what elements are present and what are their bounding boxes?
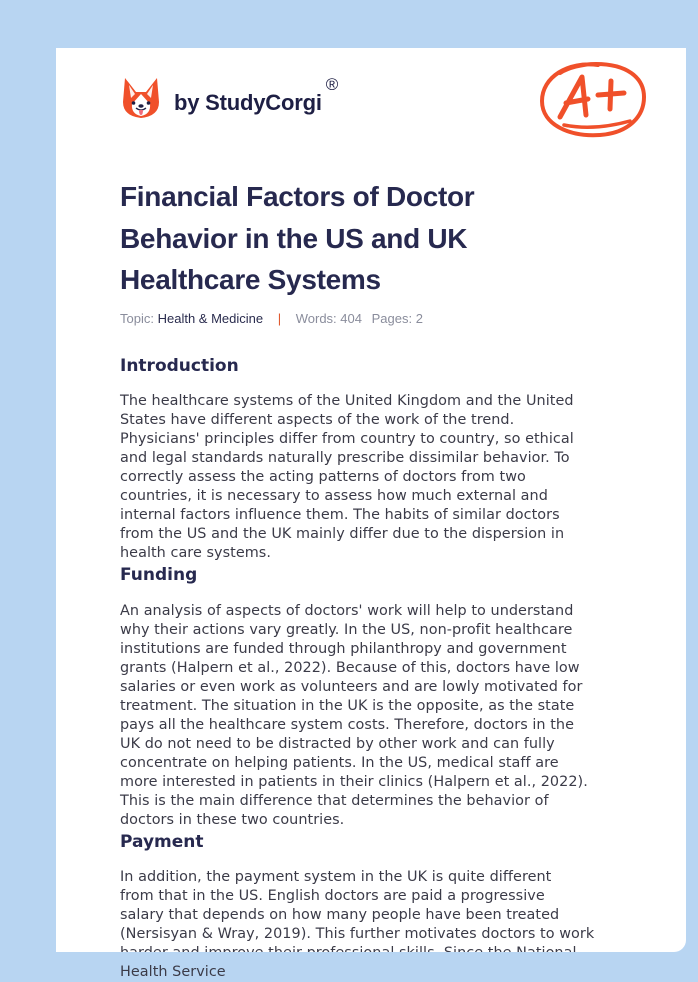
text-line: more interested in patients in their clinics (Halpern et al., 2022).	[120, 774, 588, 790]
text-line: health care systems.	[120, 545, 271, 561]
text-line: from that in the US. English doctors are paid a progressive	[120, 888, 545, 904]
text-line: (Nersisyan & Wray, 2019). This further motivates doctors to work	[120, 926, 595, 942]
brand-name: by StudyCorgi	[174, 90, 322, 115]
text-line: In addition, the payment system in the UK is quite different	[120, 869, 552, 885]
section-introduction	[120, 354, 640, 563]
text-line: why their actions vary greatly. In the US, non-profit healthcare	[120, 622, 573, 638]
document-meta	[120, 311, 423, 326]
text-line: Health Service	[120, 964, 226, 980]
text-line: Physicians' principles differ from country to country, so ethical	[120, 431, 574, 447]
text-line: doctors in these two countries.	[120, 812, 345, 828]
text-line: This is the main difference that determines the behavior of	[120, 793, 549, 809]
section-heading: Payment	[120, 832, 204, 852]
pages-count: 2	[415, 311, 423, 326]
section-paragraph	[120, 868, 640, 982]
text-line: correctly assess the acting patterns of doctors from two	[120, 469, 526, 485]
text-line: countries, it is necessary to assess how much external and	[120, 488, 548, 504]
text-line: internal factors influence them. The habits of similar doctors	[120, 507, 560, 523]
text-line: from the US and the UK mainly differ due to the dispersion in	[120, 526, 565, 542]
text-line: concentrate on helping patients. In the US, medical staff are	[120, 755, 559, 771]
pages-label: Pages:	[371, 311, 413, 326]
section-paragraph	[120, 392, 640, 563]
text-line: The healthcare systems of the United Kingdom and the United	[120, 393, 574, 409]
section-heading: Funding	[120, 565, 198, 585]
section-heading: Introduction	[120, 356, 239, 376]
section-funding	[120, 563, 640, 830]
document-title	[120, 176, 590, 301]
registered-mark: ®	[325, 75, 339, 94]
section-paragraph	[120, 602, 640, 830]
text-line: pays all the healthcare system costs. Therefore, doctors in the	[120, 717, 574, 733]
words-count: 404	[340, 311, 362, 326]
text-line: salary that depends on how many people have been treated	[120, 907, 560, 923]
topic-label: Topic:	[120, 311, 154, 326]
corgi-logo-icon	[121, 76, 161, 120]
text-line: salaries or even work as volunteers and are lowly motivated for	[120, 679, 583, 695]
topic-link[interactable]: Health & Medicine	[157, 311, 264, 326]
words-label: Words:	[295, 311, 337, 326]
text-line: grants (Halpern et al., 2022). Because of this, doctors have low	[120, 660, 580, 676]
text-line: institutions are funded through philanthropy and government	[120, 641, 567, 657]
title-line: Healthcare Systems	[120, 264, 381, 295]
text-line: An analysis of aspects of doctors' work will help to understand	[120, 603, 574, 619]
text-line: States have different aspects of the work of the trend.	[120, 412, 515, 428]
a-plus-grade-icon	[538, 59, 648, 141]
page-bottom-fade	[0, 952, 698, 964]
document-body	[120, 354, 640, 982]
title-line: Behavior in the US and UK	[120, 222, 468, 254]
studycorgi-logo[interactable]	[121, 76, 338, 120]
text-line: and legal standards naturally prescribe dissimilar behavior. To	[120, 450, 570, 466]
meta-separator: |	[277, 311, 282, 326]
title-line: Financial Factors of Doctor	[120, 181, 475, 212]
text-line: UK do not need to be distracted by other work and can fully	[120, 736, 555, 752]
text-line: treatment. The situation in the UK is the opposite, as the state	[120, 698, 575, 714]
